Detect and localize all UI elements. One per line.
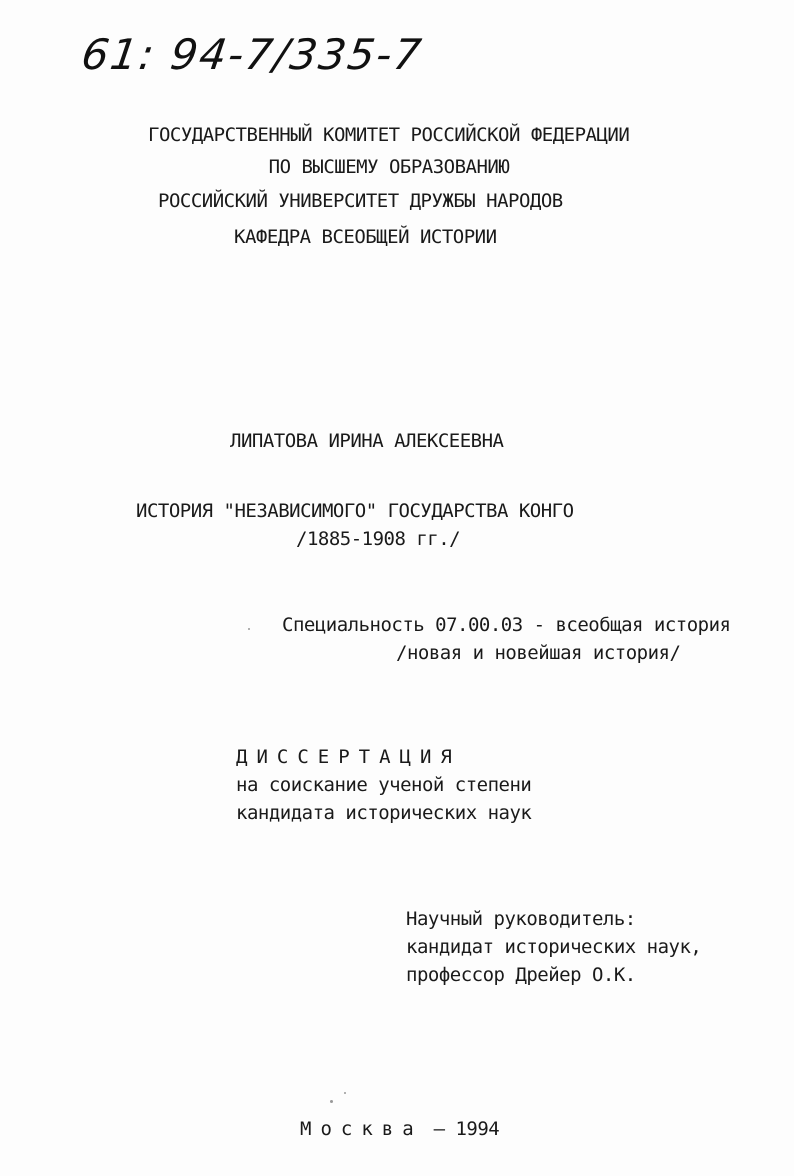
author-name: ЛИПАТОВА ИРИНА АЛЕКСЕЕВНА (230, 430, 504, 452)
header-line-education: ПО ВЫСШЕМУ ОБРАЗОВАНИЮ (268, 156, 510, 178)
header-line-university: РОССИЙСКИЙ УНИВЕРСИТЕТ ДРУЖБЫ НАРОДОВ (158, 190, 563, 212)
scan-speck (248, 628, 250, 630)
supervisor-name: профессор Дрейер О.К. (406, 964, 636, 986)
place-and-year (300, 1120, 499, 1139)
city-name: Москва (300, 1118, 423, 1140)
degree-field-line: кандидата исторических наук (236, 802, 532, 824)
dissertation-title-years: /1885-1908 гг./ (296, 528, 461, 550)
scan-speck (344, 1092, 346, 1094)
year: 1994 (455, 1118, 500, 1140)
specialty-line: Специальность 07.00.03 - всеобщая история (282, 614, 731, 636)
place-year-separator: – (422, 1118, 456, 1140)
dissertation-heading: ДИССЕРТАЦИЯ (236, 746, 461, 768)
supervisor-label: Научный руководитель: (406, 908, 636, 930)
archive-number-handwritten: 61: 94-7/335-7 (78, 30, 426, 79)
supervisor-degree: кандидат исторических наук, (406, 936, 702, 958)
degree-line: на соискание ученой степени (236, 774, 532, 796)
scan-speck (330, 1100, 333, 1103)
dissertation-title: ИСТОРИЯ "НЕЗАВИСИМОГО" ГОСУДАРСТВА КОНГО (136, 500, 574, 522)
header-line-department: КАФЕДРА ВСЕОБЩЕЙ ИСТОРИИ (234, 226, 497, 248)
specialty-subline: /новая и новейшая история/ (396, 642, 681, 664)
header-line-committee: ГОСУДАРСТВЕННЫЙ КОМИТЕТ РОССИЙСКОЙ ФЕДЕРАЦИИ (148, 124, 630, 146)
